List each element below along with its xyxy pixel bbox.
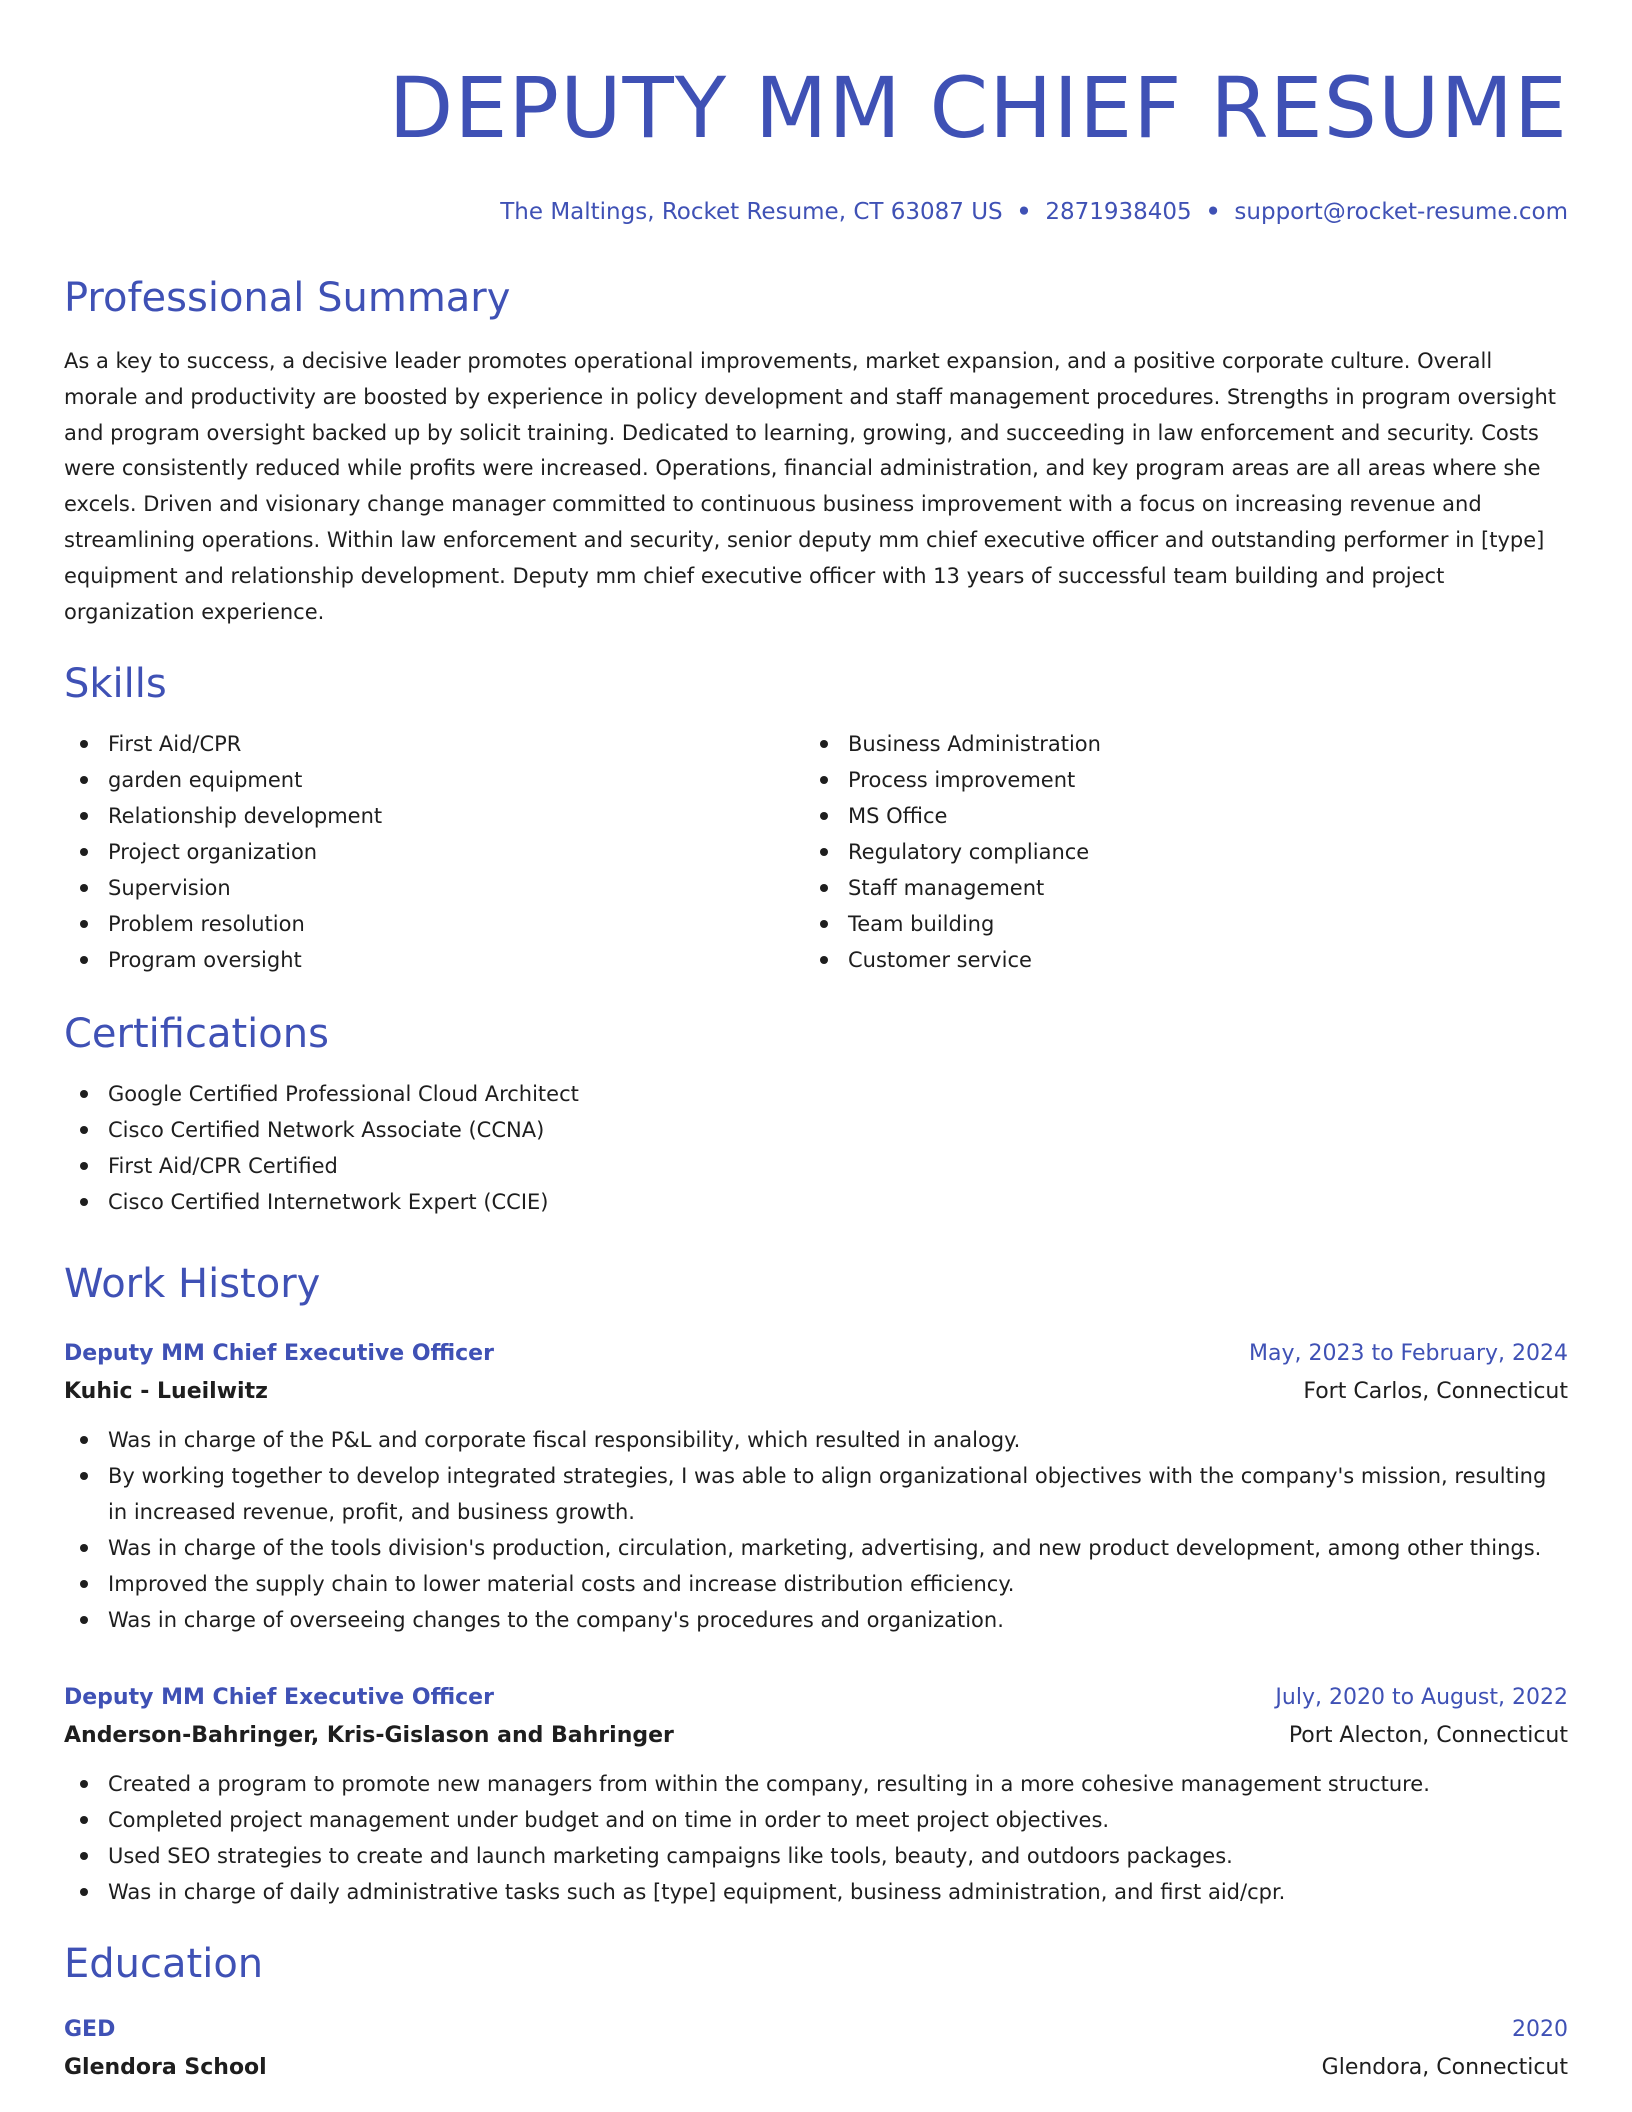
- certification-item: Cisco Certified Network Associate (CCNA): [64, 1112, 1568, 1148]
- summary-heading: Professional Summary: [64, 275, 511, 321]
- skill-item: Customer service: [804, 942, 1544, 978]
- summary-text: As a key to success, a decisive leader promotes operational improvements, market expansion, and a positive corporate culture. Overall morale and productivity are boosted by experience in policy development and staff management procedures. Strengths in program oversight and program oversight backed up by solicit training. Dedicated to learning, growing, and succeeding in law enforcement and security. Costs were consistently reduced while profits were increased. Operations, financial administration, and key program areas are all areas where she excels. Driven and visionary change manager committed to continuous business improvement with a focus on increasing revenue and streamlining operations. Within law enforcement and security, senior deputy mm chief executive officer and outstanding performer in [type] equipment and relationship development. Deputy mm chief executive officer with 13 years of successful team building and project organization experience.: [64, 349, 1557, 624]
- resume-title: DEPUTY MM CHIEF RESUME: [388, 59, 1568, 157]
- job-title: Deputy MM Chief Executive Officer: [64, 1685, 494, 1711]
- contact-separator: •: [1205, 199, 1221, 225]
- job-bullet: Was in charge of daily administrative tasks such as [type] equipment, business administration, and first aid/cpr.: [64, 1874, 1568, 1910]
- job-company: Anderson-Bahringer, Kris-Gislason and Bahringer: [64, 1723, 674, 1749]
- skill-item: Supervision: [64, 870, 804, 906]
- job-bullet: By working together to develop integrated strategies, I was able to align organizational objectives with the company's mission, resulting in increased revenue, profit, and business growth.: [64, 1458, 1568, 1530]
- skill-item: Relationship development: [64, 798, 804, 834]
- job-location: Port Alecton, Connecticut: [1288, 1723, 1568, 1749]
- job-dates: July, 2020 to August, 2022: [1275, 1685, 1568, 1711]
- skills-column-left: [64, 726, 804, 978]
- contact-phone: 2871938405: [1045, 199, 1192, 225]
- skill-item: Project organization: [64, 834, 804, 870]
- education-year: 2020: [1512, 2017, 1568, 2043]
- skill-item: Team building: [804, 906, 1544, 942]
- skill-item: Problem resolution: [64, 906, 804, 942]
- education-location: Glendora, Connecticut: [1321, 2055, 1568, 2081]
- job-bullets: [64, 1766, 1568, 1910]
- skill-item: Program oversight: [64, 942, 804, 978]
- job-dates: May, 2023 to February, 2024: [1249, 1341, 1568, 1367]
- job-bullet: Improved the supply chain to lower material costs and increase distribution efficiency.: [64, 1566, 1568, 1602]
- contact-address: The Maltings, Rocket Resume, CT 63087 US: [500, 199, 1003, 225]
- skill-item: Process improvement: [804, 762, 1544, 798]
- certification-item: First Aid/CPR Certified: [64, 1148, 1568, 1184]
- skills-list: [64, 726, 1568, 978]
- education-heading: Education: [64, 1941, 264, 1988]
- education-school: Glendora School: [64, 2055, 267, 2081]
- contact-line: [64, 196, 1568, 228]
- job-bullets: [64, 1422, 1568, 1638]
- contact-email[interactable]: support@rocket-resume.com: [1234, 199, 1568, 225]
- skills-column-right: [804, 726, 1544, 978]
- skill-item: First Aid/CPR: [64, 726, 804, 762]
- contact-separator: •: [1016, 199, 1032, 225]
- job-bullet: Created a program to promote new managers from within the company, resulting in a more cohesive management structure.: [64, 1766, 1568, 1802]
- job-entry: [64, 1338, 1568, 1638]
- work-history-heading: Work History: [64, 1261, 321, 1308]
- job-bullet: Completed project management under budget and on time in order to meet project objectives.: [64, 1802, 1568, 1838]
- skills-heading: Skills: [64, 661, 167, 708]
- education-entry: [64, 2014, 1568, 2084]
- skill-item: Business Administration: [804, 726, 1544, 762]
- job-bullet: Used SEO strategies to create and launch marketing campaigns like tools, beauty, and outdoors packages.: [64, 1838, 1568, 1874]
- certifications-list: [64, 1076, 1568, 1220]
- skill-item: Staff management: [804, 870, 1544, 906]
- education-degree: GED: [64, 2017, 116, 2043]
- skill-item: MS Office: [804, 798, 1544, 834]
- job-location: Fort Carlos, Connecticut: [1303, 1379, 1568, 1405]
- job-title: Deputy MM Chief Executive Officer: [64, 1341, 494, 1367]
- job-bullet: Was in charge of overseeing changes to the company's procedures and organization.: [64, 1602, 1568, 1638]
- certification-item: Google Certified Professional Cloud Architect: [64, 1076, 1568, 1112]
- job-entry: [64, 1682, 1568, 1910]
- skill-item: Regulatory compliance: [804, 834, 1544, 870]
- certification-item: Cisco Certified Internetwork Expert (CCIE): [64, 1184, 1568, 1220]
- certifications-heading: Certifications: [64, 1011, 329, 1058]
- job-company: Kuhic - Lueilwitz: [64, 1379, 268, 1405]
- job-bullet: Was in charge of the P&L and corporate fiscal responsibility, which resulted in analogy.: [64, 1422, 1568, 1458]
- skill-item: garden equipment: [64, 762, 804, 798]
- job-bullet: Was in charge of the tools division's production, circulation, marketing, advertising, and new product development, among other things.: [64, 1530, 1568, 1566]
